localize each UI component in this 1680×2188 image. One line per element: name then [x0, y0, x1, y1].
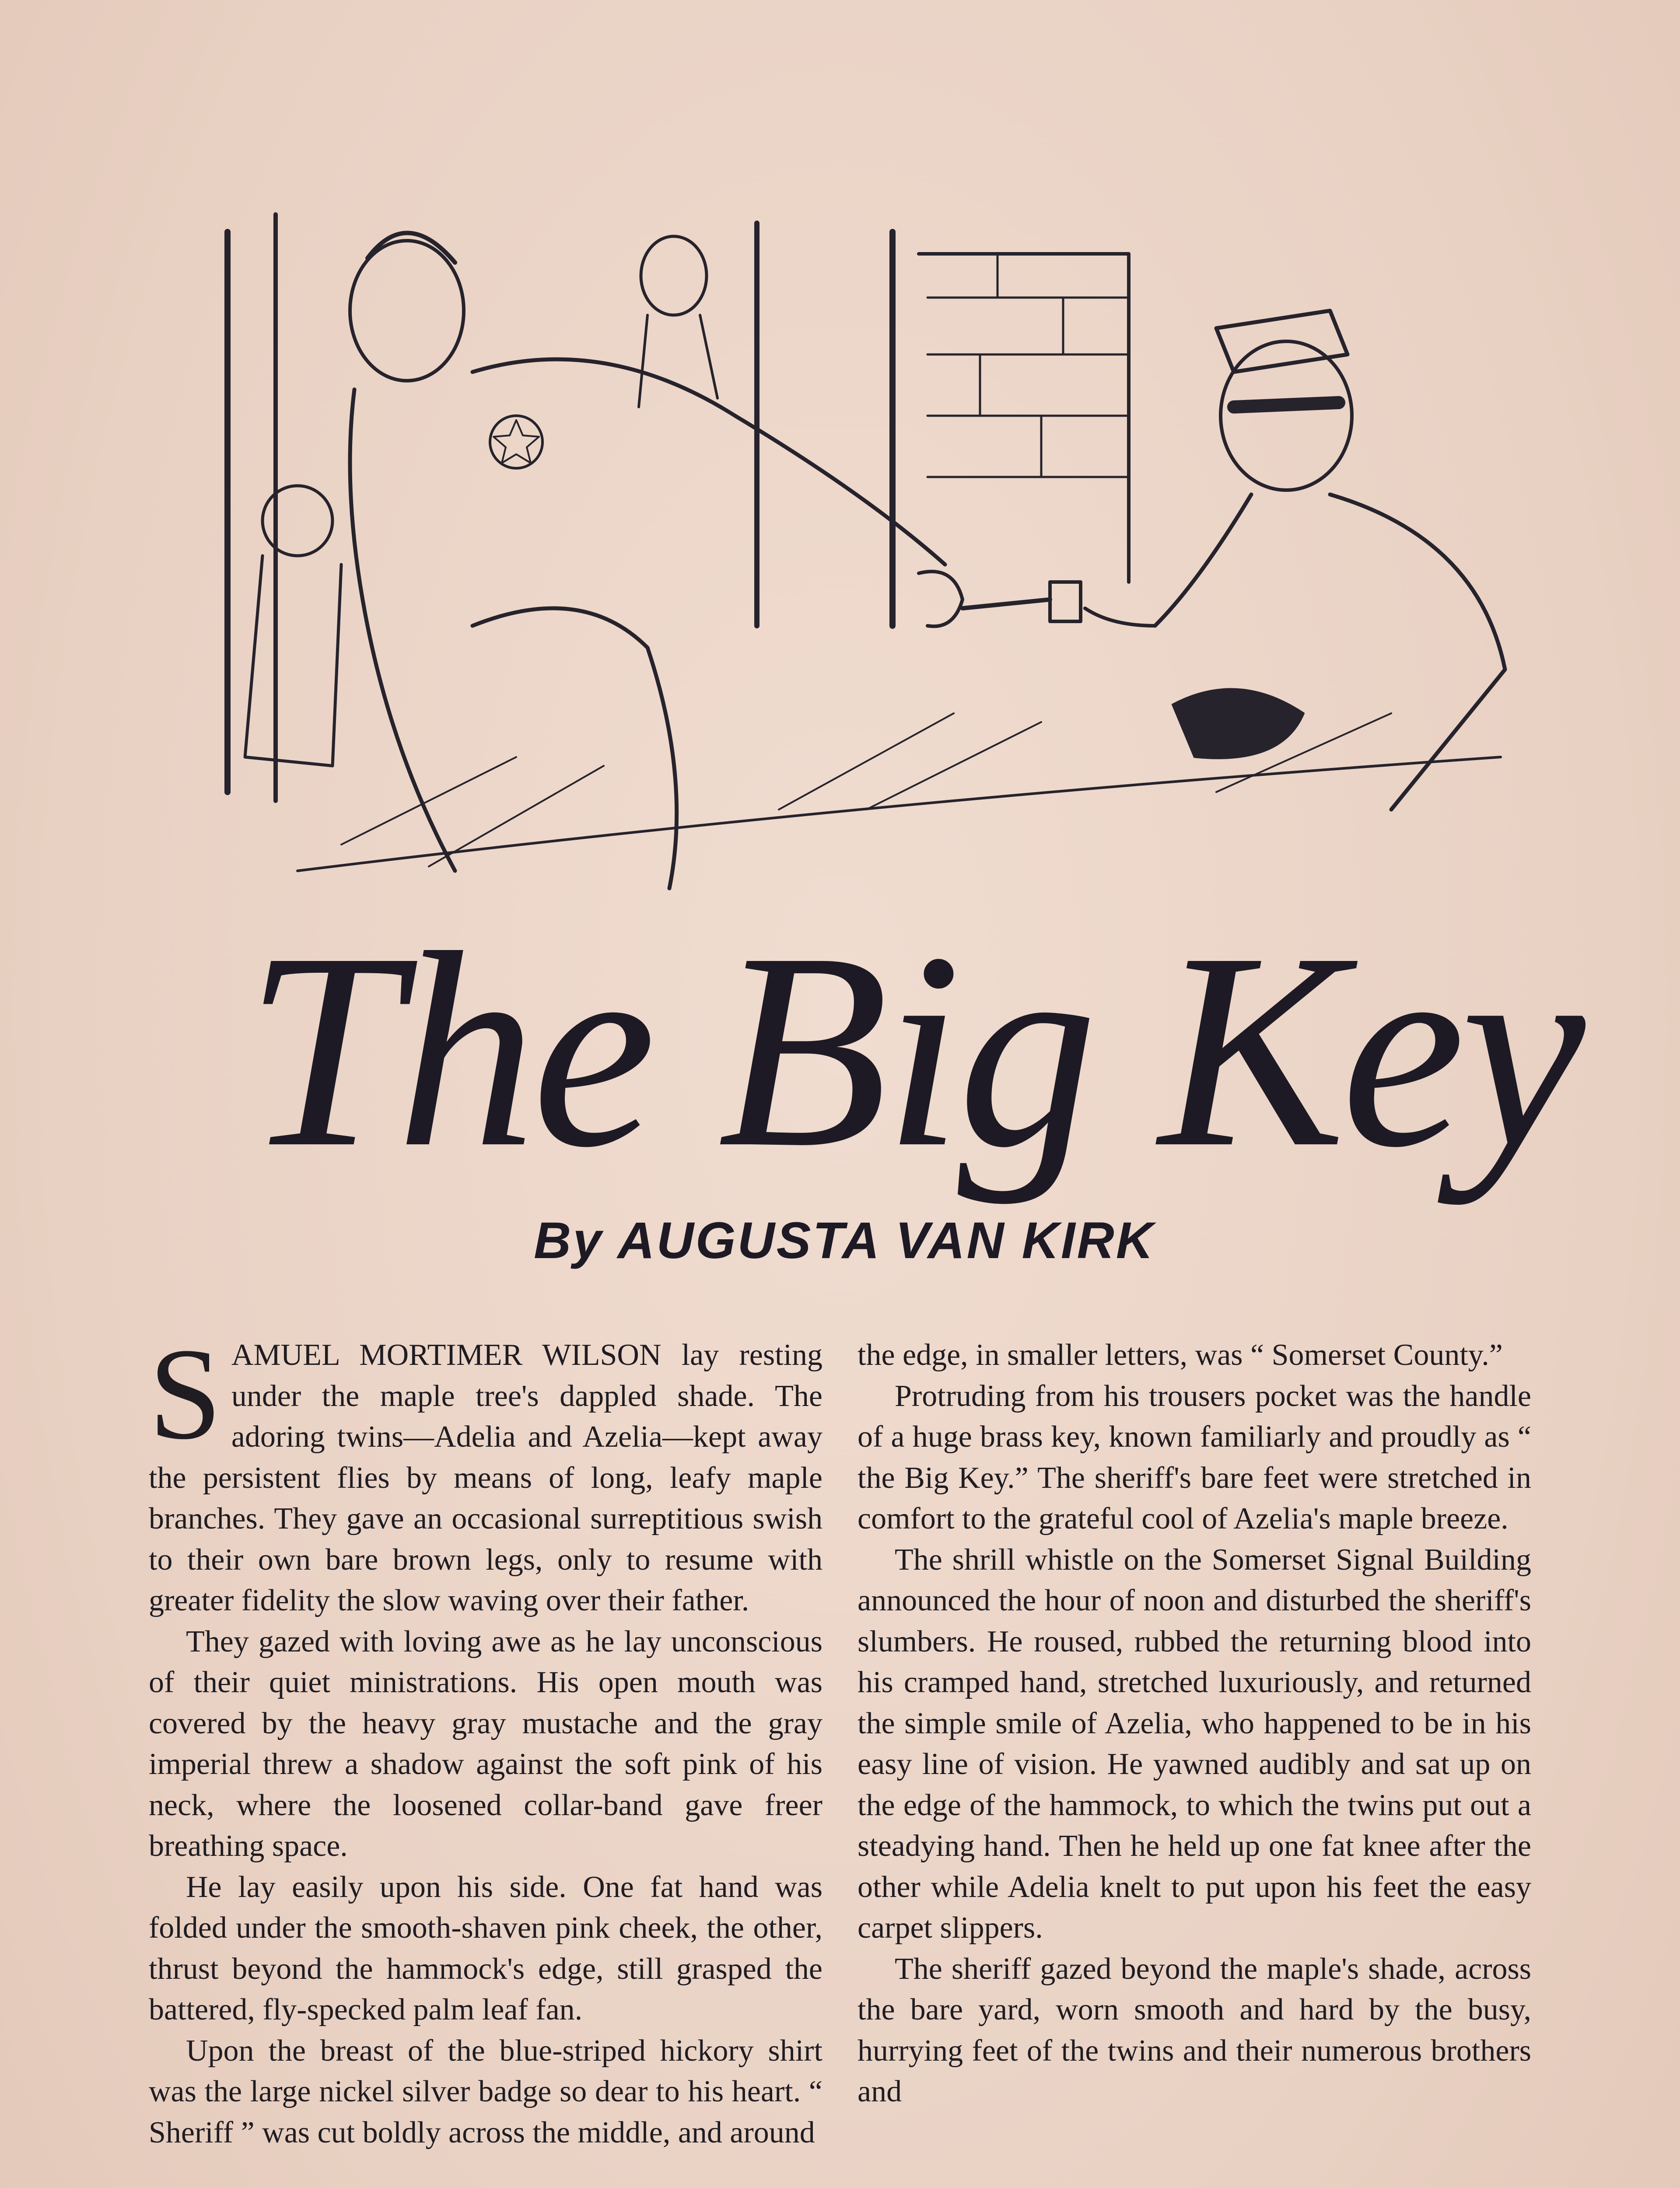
- paragraph: SAMUEL MORTIMER WILSON lay resting under the maple tree's dappled shade. The adoring twins—Adelia and Azelia—kept away the persistent flies by means of long, leafy maple branches. They gave an occasional surreptitious swish to their own bare brown legs, only to resume with greater fidelity the slow waving over their father.: [149, 1321, 822, 1617]
- byline: By AUGUSTA VAN KIRK: [534, 1212, 1155, 1269]
- left-column: [149, 1321, 822, 2153]
- story-title: The Big Key: [245, 895, 1581, 1205]
- paragraph: He lay easily upon his side. One fat hand was folded under the smooth-shaven pink cheek, the other, thrust beyond the hammock's edge, still grasped the battered, fly-specked palm leaf fan.: [149, 1870, 822, 2027]
- paragraph: the edge, in smaller letters, was “ Somerset County.”: [858, 1338, 1503, 1372]
- paragraph: They gazed with loving awe as he lay unconscious of their quiet ministrations. His open mouth was covered by the heavy gray mustache and the gray imperial threw a shadow against the soft pink of his neck, where the loosened collar-band gave freer breathing space.: [149, 1624, 822, 1863]
- drop-cap: S: [149, 1321, 222, 1466]
- story-illustration: [210, 188, 1549, 906]
- paragraph: Protruding from his trousers pocket was the handle of a huge brass key, known familiarly and proudly as “ the Big Key.” The sheriff's bare feet were stretched in comfort to the grateful cool of Azelia's maple breeze.: [858, 1379, 1531, 1536]
- paragraph: Upon the breast of the blue-striped hickory shirt was the large nickel silver badge so dear to his heart. “ Sheriff ” was cut boldly across the middle, and around: [149, 2034, 822, 2149]
- paragraph: The shrill whistle on the Somerset Signal Building announced the hour of noon and disturbed the sheriff's slumbers. He roused, rubbed the returning blood into his cramped hand, stretched luxuriously, and returned the simple smile of Azelia, who happened to be in his easy line of vision. He yawned audibly and sat up on the edge of the hammock, to which the twins put out a steadying hand. Then he held up one fat knee after the other while Adelia knelt to put upon his feet the easy carpet slippers.: [858, 1543, 1531, 1945]
- right-column: [858, 1335, 1531, 2112]
- paragraph: The sheriff gazed beyond the maple's shade, across the bare yard, worn smooth and hard by the busy, hurrying feet of the twins and their numerous brothers and: [858, 1952, 1531, 2108]
